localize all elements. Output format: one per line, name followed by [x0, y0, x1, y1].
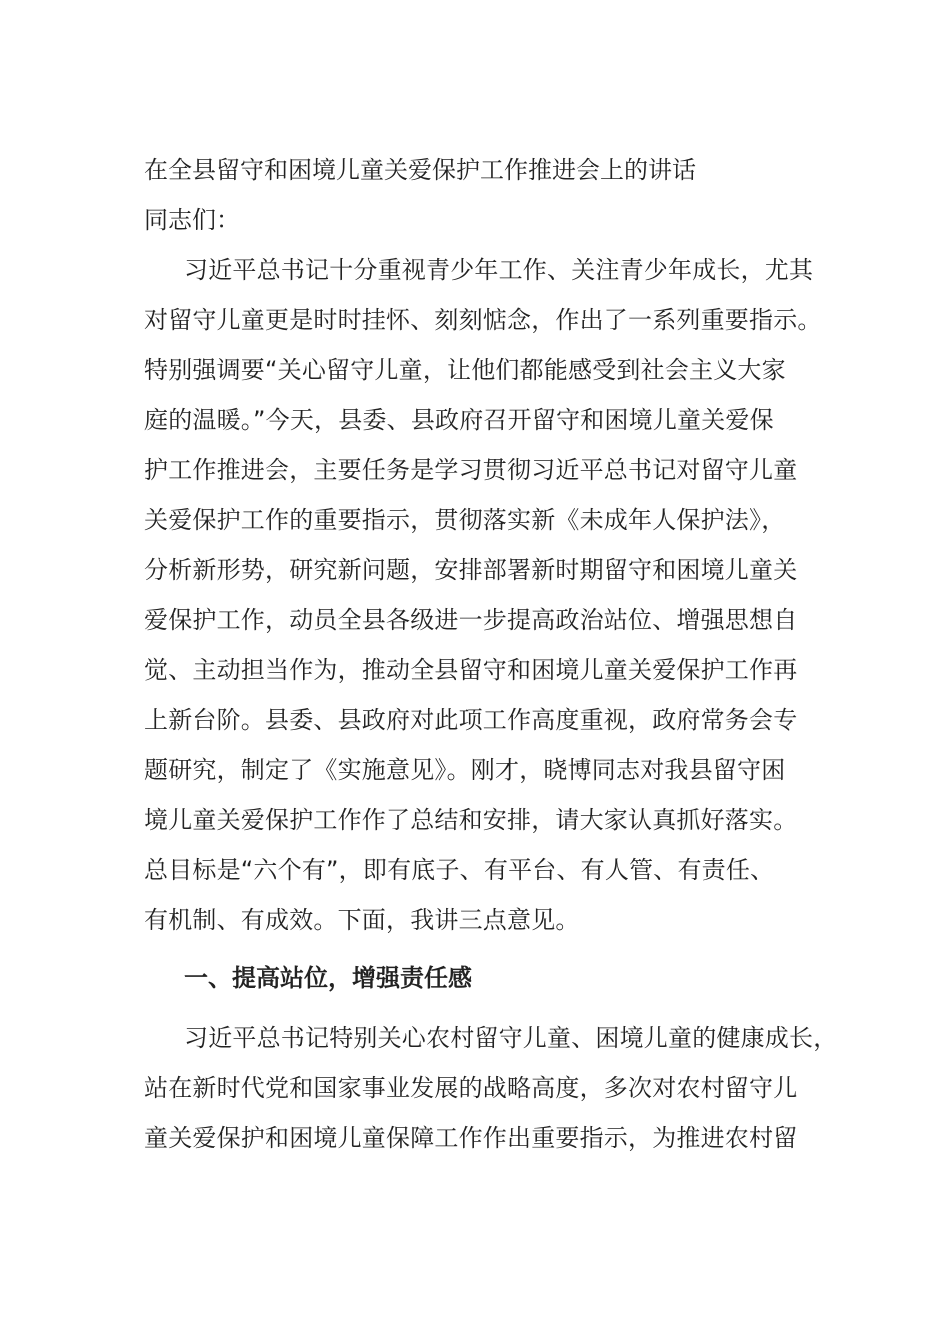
paragraph-line: 题研究，制定了《实施意见》。刚才，晓博同志对我县留守困 [144, 756, 786, 784]
paragraph-line: 对留守儿童更是时时挂怀、刻刻惦念，作出了一系列重要指示。 [144, 306, 822, 334]
paragraph-line: 总目标是“六个有”，即有底子、有平台、有人管、有责任、 [144, 856, 775, 884]
salutation: 同志们： [144, 206, 240, 234]
paragraph-line: 特别强调要“关心留守儿童，让他们都能感受到社会主义大家 [144, 356, 786, 384]
paragraph-line: 站在新时代党和国家事业发展的战略高度，多次对农村留守儿 [144, 1074, 798, 1102]
paragraph-line: 境儿童关爱保护工作作了总结和安排，请大家认真抓好落实。 [144, 806, 798, 834]
paragraph-line: 护工作推进会，主要任务是学习贯彻习近平总书记对留守儿童 [144, 456, 798, 484]
paragraph-line: 习近平总书记十分重视青少年工作、关注青少年成长，尤其 [184, 256, 814, 284]
section-1-heading: 一、提高站位，增强责任感 [184, 964, 472, 992]
paragraph-line: 庭的温暖。”今天，县委、县政府召开留守和困境儿童关爱保 [144, 406, 774, 434]
paragraph-line: 爱保护工作，动员全县各级进一步提高政治站位、增强思想自 [144, 606, 798, 634]
paragraph-1 [144, 252, 824, 952]
paragraph-line: 分析新形势，研究新问题，安排部署新时期留守和困境儿童关 [144, 556, 798, 584]
document-title: 在全县留守和困境儿童关爱保护工作推进会上的讲话 [144, 156, 696, 184]
paragraph-line: 习近平总书记特别关心农村留守儿童、困境儿童的健康成长， [184, 1024, 838, 1052]
document-content [144, 152, 838, 1170]
paragraph-line: 上新台阶。县委、县政府对此项工作高度重视，政府常务会专 [144, 706, 798, 734]
paragraph-line: 觉、主动担当作为，推动全县留守和困境儿童关爱保护工作再 [144, 656, 798, 684]
paragraph-line: 关爱保护工作的重要指示，贯彻落实新《未成年人保护法》， [144, 506, 786, 534]
paragraph-line: 有机制、有成效。下面，我讲三点意见。 [144, 906, 580, 934]
paragraph-2 [144, 1020, 838, 1170]
paragraph-line: 童关爱保护和困境儿童保障工作作出重要指示，为推进农村留 [144, 1124, 798, 1152]
